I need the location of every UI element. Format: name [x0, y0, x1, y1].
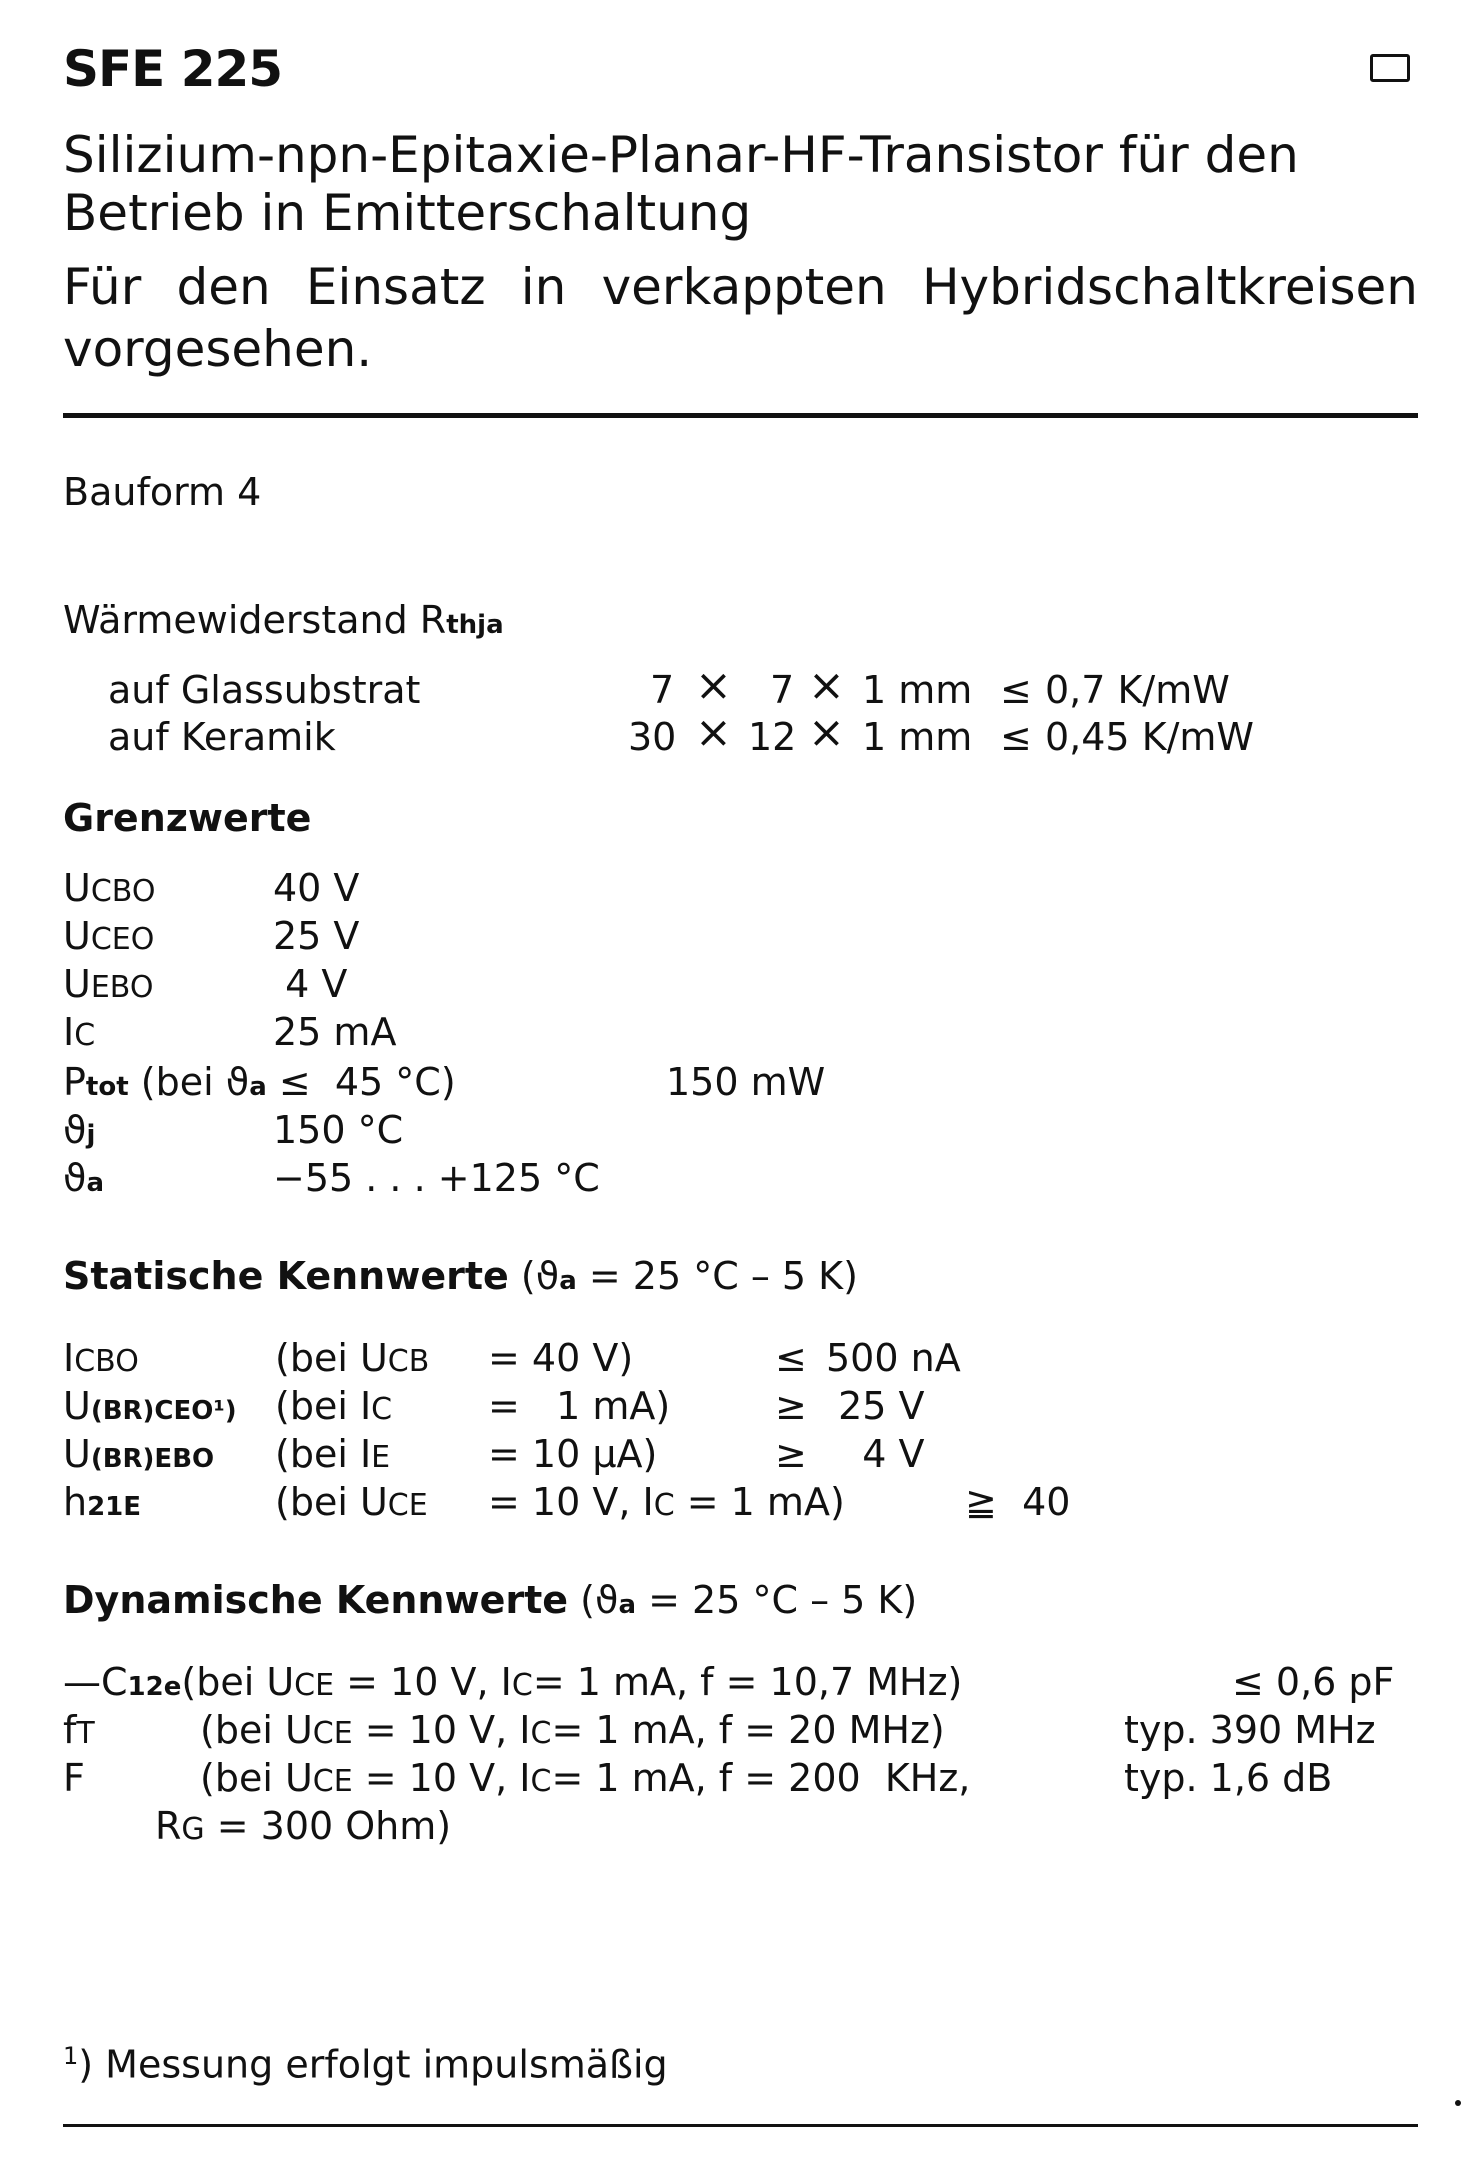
- static-symbol: U(BR)CEO¹): [63, 1384, 237, 1428]
- limit-value: 25 mA: [273, 1010, 397, 1054]
- static-condition: (bei IC: [275, 1384, 393, 1428]
- static-condition: (bei IE: [275, 1432, 391, 1476]
- limit-value: 150 °C: [273, 1108, 404, 1152]
- limit-symbol-ptot: Ptot (bei ϑa ≤ 45 °C): [63, 1060, 456, 1104]
- thermal-row-glass-label: auf Glassubstrat: [108, 668, 421, 712]
- times-icon: ×: [808, 707, 845, 758]
- thermal-row-glass-a: 7: [650, 668, 675, 712]
- limit-symbol: UEBO: [63, 962, 154, 1006]
- static-value: 500 nA: [826, 1336, 961, 1380]
- thermal-row-ceramic-label: auf Keramik: [108, 715, 336, 759]
- dynamic-rg: RG = 300 Ohm): [155, 1804, 452, 1848]
- thermal-row-ceramic-b: 12: [748, 715, 797, 759]
- limit-symbol: IC: [63, 1010, 96, 1054]
- static-symbol: h21E: [63, 1480, 142, 1524]
- limit-value: 4 V: [273, 962, 348, 1006]
- speck-dot: [1455, 2100, 1461, 2106]
- static-symbol: U(BR)EBO: [63, 1432, 215, 1476]
- thermal-row-ceramic-a: 30: [628, 715, 677, 759]
- static-relation: ≤: [775, 1336, 807, 1380]
- static-value: 4 V: [826, 1432, 925, 1476]
- static-relation: ≥: [775, 1432, 807, 1476]
- static-condition: (bei UCE: [275, 1480, 428, 1524]
- static-value: 25 V: [826, 1384, 925, 1428]
- limit-symbol: ϑa: [63, 1156, 105, 1200]
- dynamic-value: typ. 390 MHz: [1124, 1708, 1376, 1752]
- dynamic-value: typ. 1,6 dB: [1124, 1756, 1333, 1800]
- dynamische-heading: Dynamische Kennwerte (ϑa = 25 °C – 5 K): [63, 1578, 918, 1622]
- page-title: SFE 225: [63, 40, 283, 98]
- thermal-row-ceramic-c: 1 mm: [862, 715, 973, 759]
- dynamic-value: ≤ 0,6 pF: [1232, 1660, 1395, 1704]
- dynamic-symbol: F: [63, 1756, 85, 1800]
- thermal-row-glass-b: 7: [770, 668, 795, 712]
- times-icon: ×: [808, 660, 845, 711]
- static-relation: ≥: [775, 1384, 807, 1428]
- limit-value-ptot: 150 mW: [666, 1060, 826, 1104]
- static-symbol: ICBO: [63, 1336, 139, 1380]
- description-line-2: Betrieb in Emitterschaltung: [63, 184, 752, 242]
- dynamic-row: (bei UCE = 10 V, IC= 1 mA, f = 200 KHz,: [200, 1756, 971, 1800]
- thermal-row-glass-c: 1 mm: [862, 668, 973, 712]
- thermal-row-ceramic-rel: ≤: [1000, 715, 1032, 759]
- static-value: 40: [1010, 1480, 1071, 1524]
- dynamic-row: —C12e(bei UCE = 10 V, IC= 1 mA, f = 10,7 MHz): [63, 1660, 963, 1704]
- static-condition-value: = 10 V, IC = 1 mA): [488, 1480, 845, 1524]
- limit-value: −55 . . . +125 °C: [273, 1156, 600, 1200]
- limit-symbol: ϑj: [63, 1108, 96, 1152]
- statische-heading: Statische Kennwerte (ϑa = 25 °C – 5 K): [63, 1254, 858, 1298]
- dynamic-symbol: fT: [63, 1708, 95, 1752]
- limit-symbol: UCEO: [63, 914, 155, 958]
- thermal-resistance-label: Wärmewiderstand Rthja: [63, 598, 504, 642]
- static-condition-value: = 1 mA): [488, 1384, 671, 1428]
- footer-divider: [63, 2124, 1418, 2127]
- static-condition-value: = 10 µA): [488, 1432, 658, 1476]
- description-line-1: Silizium-npn-Epitaxie-Planar-HF-Transistor für den: [63, 126, 1299, 184]
- limit-value: 40 V: [273, 866, 360, 910]
- header-divider: [63, 413, 1418, 418]
- footnote: $^1$) Messung erfolgt impulsmäßig: [63, 2042, 668, 2087]
- description-line-4: vorgesehen.: [63, 320, 373, 378]
- times-icon: ×: [695, 660, 732, 711]
- checkbox-square-icon: [1370, 54, 1410, 82]
- thermal-row-glass-value: 0,7 K/mW: [1045, 668, 1230, 712]
- times-icon: ×: [695, 707, 732, 758]
- thermal-row-ceramic-value: 0,45 K/mW: [1045, 715, 1254, 759]
- static-condition-value: = 40 V): [488, 1336, 634, 1380]
- dynamic-row: (bei UCE = 10 V, IC= 1 mA, f = 20 MHz): [200, 1708, 945, 1752]
- static-relation: ≧: [965, 1480, 997, 1524]
- limit-symbol: UCBO: [63, 866, 156, 910]
- limit-value: 25 V: [273, 914, 360, 958]
- static-condition: (bei UCB: [275, 1336, 430, 1380]
- grenzwerte-heading: Grenzwerte: [63, 796, 312, 840]
- thermal-row-glass-rel: ≤: [1000, 668, 1032, 712]
- bauform-label: Bauform 4: [63, 470, 262, 514]
- description-line-3: Für den Einsatz in verkappten Hybridschaltkreisen: [63, 258, 1418, 316]
